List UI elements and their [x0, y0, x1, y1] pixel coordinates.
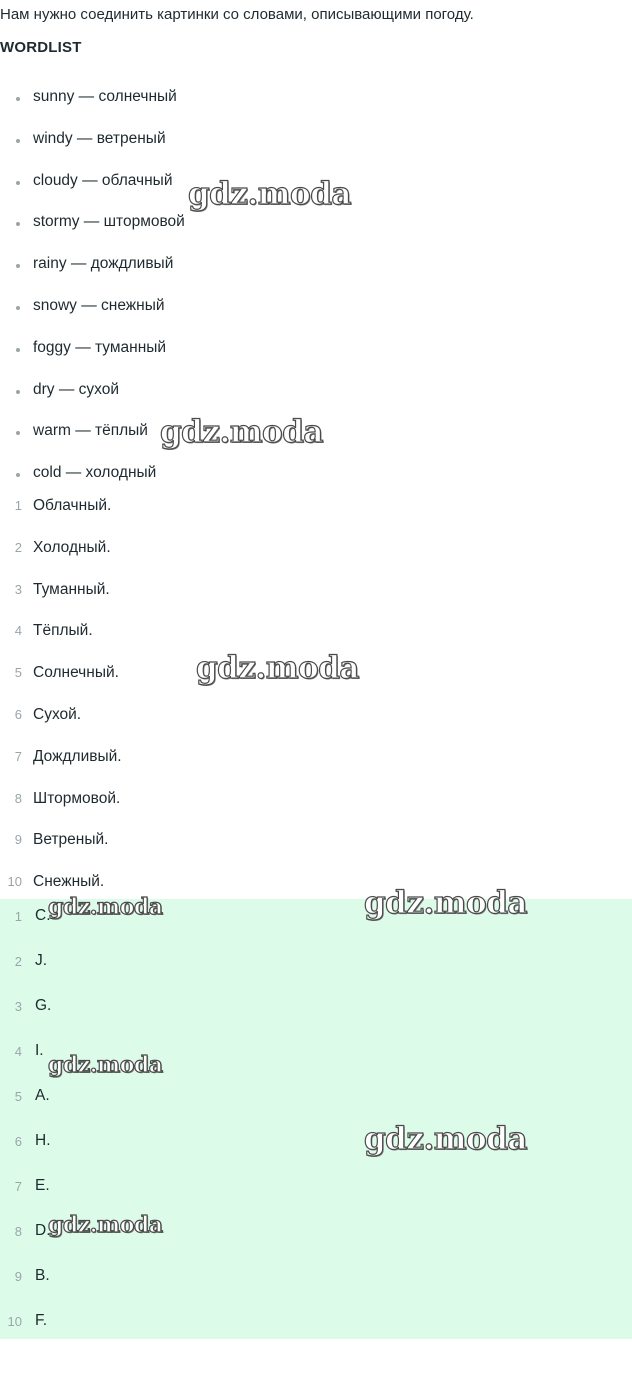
key-letter: E.	[35, 1177, 50, 1194]
bullet-icon	[16, 390, 20, 394]
answer-text: Ветреный.	[33, 831, 109, 849]
bullet-icon	[16, 264, 20, 268]
wordlist-heading: WORDLIST	[0, 39, 82, 56]
item-number: 2	[14, 539, 22, 555]
key-letter: C.	[35, 907, 51, 924]
word-text: dry — сухой	[33, 380, 119, 398]
list-item	[0, 1312, 632, 1357]
answer-text: Солнечный.	[33, 664, 119, 682]
watermark: gdz.moda	[188, 176, 351, 212]
item-number: 6	[14, 1134, 22, 1149]
item-number: 10	[7, 1314, 22, 1329]
bullet-icon	[16, 348, 20, 352]
word-text: sunny — солнечный	[33, 88, 177, 105]
list-item	[0, 88, 632, 130]
watermark: gdz.moda	[48, 1212, 163, 1238]
word-text: warm — тёплый	[33, 422, 148, 440]
list-item	[0, 130, 632, 172]
item-number: 8	[14, 790, 22, 806]
bullet-icon	[16, 181, 20, 185]
bullet-icon	[16, 139, 20, 143]
item-number: 3	[14, 581, 22, 597]
list-item	[0, 997, 632, 1042]
item-number: 4	[14, 1044, 22, 1059]
bullet-icon	[16, 431, 20, 435]
list-item	[0, 1267, 632, 1312]
item-number: 6	[14, 706, 22, 722]
answer-text: Облачный.	[33, 497, 112, 514]
list-item	[0, 297, 632, 339]
item-number: 1	[14, 498, 22, 513]
item-number: 3	[14, 999, 22, 1014]
answer-text: Снежный.	[33, 873, 105, 891]
item-number: 5	[14, 1089, 22, 1104]
list-item	[0, 748, 632, 790]
list-item	[0, 952, 632, 997]
key-letter: I.	[35, 1042, 44, 1059]
bullet-icon	[16, 222, 20, 226]
list-item	[0, 831, 632, 873]
list-item	[0, 255, 632, 297]
answer-key-panel	[0, 899, 632, 1339]
watermark: gdz.moda	[48, 894, 163, 920]
answer-text: Холодный.	[33, 538, 111, 556]
key-letter: J.	[35, 952, 48, 969]
answer-list	[0, 497, 632, 915]
item-number: 4	[14, 623, 22, 639]
item-number: 8	[14, 1224, 22, 1239]
list-item	[0, 497, 632, 539]
watermark: gdz.moda	[160, 414, 323, 450]
list-item	[0, 581, 632, 623]
list-item	[0, 1087, 632, 1132]
word-text: snowy — снежный	[33, 296, 165, 314]
bullet-icon	[16, 306, 20, 310]
word-text: windy — ветреный	[33, 129, 166, 147]
answer-key-list	[0, 907, 632, 1357]
watermark: gdz.moda	[196, 650, 359, 686]
intro-text: Нам нужно соединить картинки со словами, описывающими погоду.	[0, 6, 474, 23]
key-letter: D.	[35, 1222, 51, 1239]
item-number: 7	[14, 1179, 22, 1194]
watermark: gdz.moda	[48, 1052, 163, 1078]
bullet-icon	[16, 473, 20, 477]
answer-text: Сухой.	[33, 705, 82, 723]
word-text: rainy — дождливый	[33, 255, 174, 273]
watermark: gdz.moda	[364, 885, 527, 921]
word-text: foggy — туманный	[33, 338, 167, 356]
key-letter: A.	[35, 1087, 50, 1104]
key-letter: B.	[35, 1267, 50, 1284]
list-item	[0, 790, 632, 832]
answer-text: Дождливый.	[33, 747, 122, 765]
word-text: stormy — штормовой	[33, 213, 185, 231]
list-item	[0, 213, 632, 255]
word-text: cold — холодный	[33, 464, 157, 482]
item-number: 1	[14, 909, 22, 924]
answer-text: Тёплый.	[33, 622, 93, 640]
item-number: 9	[14, 1269, 22, 1284]
item-number: 7	[14, 748, 22, 764]
watermark: gdz.moda	[364, 1121, 527, 1157]
list-item	[0, 706, 632, 748]
item-number: 5	[14, 665, 22, 681]
list-item	[0, 339, 632, 381]
list-item	[0, 539, 632, 581]
answer-text: Туманный.	[33, 580, 110, 598]
bullet-icon	[16, 97, 20, 101]
item-number: 2	[14, 954, 22, 969]
key-letter: G.	[35, 997, 52, 1014]
key-letter: H.	[35, 1132, 51, 1149]
key-letter: F.	[35, 1312, 48, 1329]
list-item	[0, 1132, 632, 1177]
word-text: cloudy — облачный	[33, 171, 173, 189]
item-number: 10	[7, 874, 22, 890]
item-number: 9	[14, 832, 22, 848]
answer-text: Штормовой.	[33, 789, 121, 807]
